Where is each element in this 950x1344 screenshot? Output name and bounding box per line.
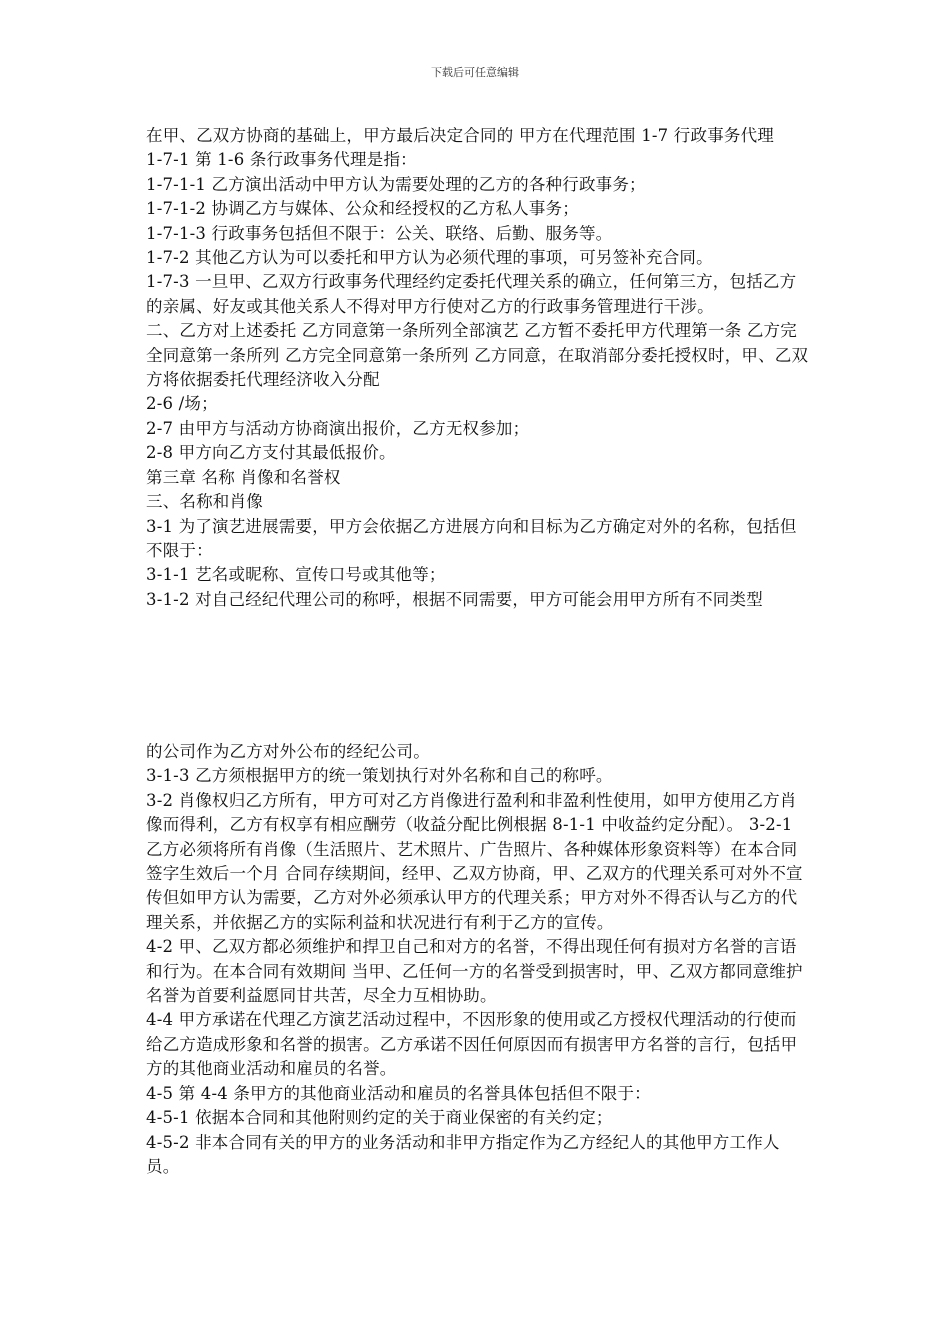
clause-4-4: 4-4 甲方承诺在代理乙方演艺活动过程中，不因形象的使用或乙方授权代理活动的行使而给乙方造成形象和名誉的损害。乙方承诺不因任何原因而有损害甲方名誉的言行，包括甲方的其他商业活动和雇员的名誉。: [146, 1010, 798, 1079]
clause-2-8: 2-8 甲方向乙方支付其最低报价。: [146, 443, 396, 463]
contract-text-lower: [146, 740, 811, 1179]
clause-2-7: 2-7 由甲方与活动方协商演出报价，乙方无权参加；: [146, 418, 530, 438]
clause-4-5-2: 4-5-2 非本合同有关的甲方的业务活动和非甲方指定作为乙方经纪人的其他甲方工作人员。: [146, 1132, 780, 1176]
clause-4-2: 4-2 甲、乙双方都必须维护和捍卫自己和对方的名誉，不得出现任何有损对方名誉的言语和行为。在本合同有效期间 当甲、乙任何一方的名誉受到损害时，甲、乙双方都同意维护名誉为首要利益愿同甘共苦，尽全力互相协助。: [146, 937, 803, 1006]
clause-1-7-1-1: 1-7-1-1 乙方演出活动中甲方认为需要处理的乙方的各种行政事务；: [146, 174, 646, 194]
clause-4-5: 4-5 第 4-4 条甲方的其他商业活动和雇员的名誉具体包括但不限于：: [146, 1083, 651, 1103]
clause-1-7-1-3: 1-7-1-3 行政事务包括但不限于：公关、联络、后勤、服务等。: [146, 223, 613, 243]
clause-3-1-2: 3-1-2 对自己经纪代理公司的称呼，根据不同需要，甲方可能会用甲方所有不同类型: [146, 589, 763, 609]
clause-1-7-1-2: 1-7-1-2 协调乙方与媒体、公众和经授权的乙方私人事务；: [146, 199, 579, 219]
clause-2-6: 2-6 /场；: [146, 394, 218, 414]
paragraph-continuation: 的公司作为乙方对外公布的经纪公司。: [146, 742, 430, 761]
clause-1-7-3: 1-7-3 一旦甲、乙双方行政事务代理经约定委托代理关系的确立，任何第三方，包括乙方的亲属、好友或其他关系人不得对甲方行使对乙方的行政事务管理进行干涉。: [146, 272, 797, 316]
clause-3-2: 3-2 肖像权归乙方所有，甲方可对乙方肖像进行盈利和非盈利性使用，如甲方使用乙方肖像而得利，乙方有权享有相应酬劳（收益分配比例根据 8-1-1 中收益约定分配）。 3-2-1 乙方必须将所有肖像（生活照片、艺术照片、广告照片、各种媒体形象资料等）在本合同签字生效后一个月 合同存续期间，经甲、乙双方协商，甲、乙双方的代理关系可对外不宣传但如甲方认为需要，乙方对外必须承认甲方的代理关系；甲方对外不得否认与乙方的代理关系，并依据乙方的实际利益和状况进行有利于乙方的宣传。: [146, 790, 803, 932]
clause-3-1-3: 3-1-3 乙方须根据甲方的统一策划执行对外名称和自己的称呼。: [146, 766, 613, 786]
clause-4-5-1: 4-5-1 依据本合同和其他附则约定的关于商业保密的有关约定；: [146, 1108, 613, 1128]
section-three-heading: 三、名称和肖像: [146, 492, 263, 512]
clause-1-7-2: 1-7-2 其他乙方认为可以委托和甲方认为必须代理的事项，可另签补充合同。: [146, 248, 713, 268]
clause-3-1-1: 3-1-1 艺名或昵称、宣传口号或其他等；: [146, 565, 446, 585]
contract-text-upper: [146, 124, 811, 612]
page-header: 下载后可任意编辑: [431, 66, 519, 79]
paragraph: 在甲、乙双方协商的基础上，甲方最后决定合同的 甲方在代理范围 1-7 行政事务代理: [146, 126, 775, 145]
chapter-three-heading: 第三章 名称 肖像和名誉权: [146, 467, 341, 487]
section-two: 二、乙方对上述委托 乙方同意第一条所列全部演艺 乙方暂不委托甲方代理第一条 乙方完全同意第一条所列 乙方完全同意第一条所列 乙方同意，在取消部分委托授权时，甲、乙双方将依据委托代理经济收入分配: [146, 321, 809, 390]
clause-3-1: 3-1 为了演艺进展需要，甲方会依据乙方进展方向和目标为乙方确定对外的名称，包括但不限于：: [146, 516, 797, 560]
clause-1-7-1: 1-7-1 第 1-6 条行政事务代理是指：: [146, 150, 417, 170]
